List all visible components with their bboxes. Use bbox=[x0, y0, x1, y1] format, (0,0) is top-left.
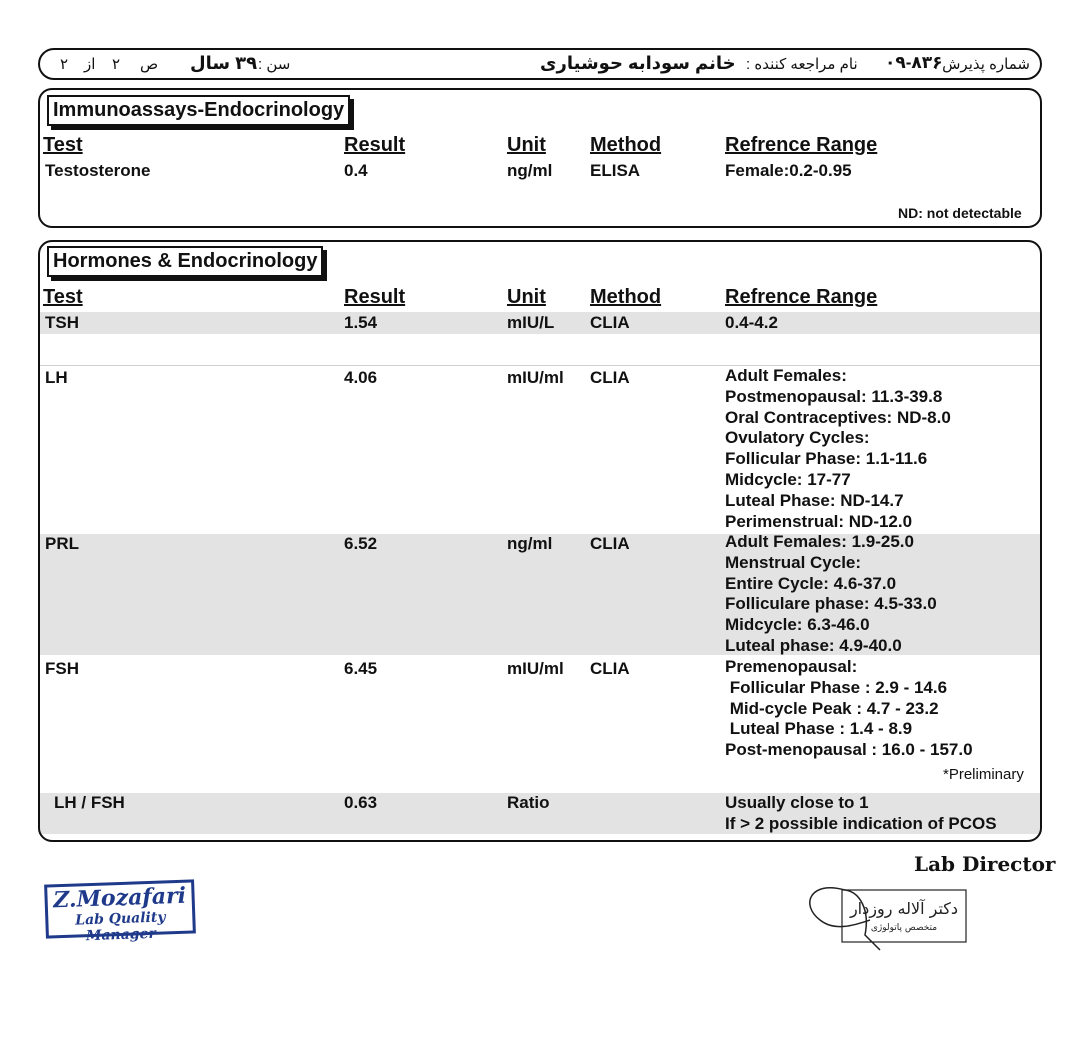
tsh-unit: mIU/L bbox=[507, 313, 555, 332]
lh-method: CLIA bbox=[590, 368, 630, 387]
fsh-unit: mIU/ml bbox=[507, 659, 564, 678]
prl-method: CLIA bbox=[590, 534, 630, 553]
page-total: ۲ bbox=[60, 56, 69, 73]
age-value: ۳۹ سال bbox=[190, 53, 258, 73]
ratio-unit: Ratio bbox=[507, 793, 550, 812]
col-test-header: Test bbox=[43, 286, 83, 308]
lh-result: 4.06 bbox=[344, 368, 378, 387]
signature-doctor-name: دکتر آلاله روزدار bbox=[849, 899, 959, 918]
stamp-name: Z.Mozafari bbox=[52, 882, 187, 914]
col-method-header: Method bbox=[590, 134, 662, 156]
tsh-result: 1.54 bbox=[344, 313, 378, 332]
stamp-title: Lab Quality Manager bbox=[74, 909, 166, 945]
prl-unit: ng/ml bbox=[507, 534, 553, 553]
preliminary-note: *Preliminary bbox=[943, 766, 1024, 783]
col-method-header: Method bbox=[590, 286, 662, 308]
col-range-header: Refrence Range bbox=[725, 134, 878, 156]
reception-label: شماره پذیرش : bbox=[933, 56, 1030, 73]
lab-director-label: Lab Director bbox=[914, 852, 1056, 876]
testosterone-result: 0.4 bbox=[344, 161, 368, 180]
director-signature bbox=[800, 880, 975, 955]
testosterone-test: Testosterone bbox=[45, 161, 151, 180]
ratio-result: 0.63 bbox=[344, 793, 378, 812]
quality-manager-stamp bbox=[44, 879, 196, 945]
col-test-header: Test bbox=[43, 134, 83, 156]
lh-range: Adult Females: Postmenopausal: 11.3-39.8 Oral Contraceptives: ND-8.0 Ovulatory Cycles: Follicular Phase: 1.1-11.6 Midcycle: 17-77 Luteal Phase: ND-14.7 Perimenstrual: ND-12.0 bbox=[725, 366, 951, 531]
hormones-title: Hormones & Endocrinology bbox=[47, 246, 323, 277]
testosterone-unit: ng/ml bbox=[507, 161, 553, 180]
prl-test: PRL bbox=[45, 534, 79, 553]
signature-specialty: متخصص پاتولوژی bbox=[870, 923, 938, 933]
immunoassays-title: Immunoassays-Endocrinology bbox=[47, 95, 350, 126]
lh-test: LH bbox=[45, 368, 68, 387]
col-unit-header: Unit bbox=[507, 286, 546, 308]
reception-number: ۰۹-۸۳۶ bbox=[885, 53, 943, 72]
patient-label: نام مراجعه کننده : bbox=[746, 56, 858, 73]
prl-range: Adult Females: 1.9-25.0 Menstrual Cycle: Entire Cycle: 4.6-37.0 Folliculare phase: 4.5-33.0 Midcycle: 6.3-46.0 Luteal phase: 4.9-40.0 bbox=[725, 532, 937, 655]
col-unit-header: Unit bbox=[507, 134, 546, 156]
tsh-test: TSH bbox=[45, 313, 79, 332]
nd-note: ND: not detectable bbox=[898, 205, 1022, 221]
lh-unit: mIU/ml bbox=[507, 368, 564, 387]
page-label: ص bbox=[140, 56, 159, 73]
page-current: ۲ bbox=[112, 56, 121, 73]
report-header bbox=[38, 48, 1042, 80]
prl-result: 6.52 bbox=[344, 534, 378, 553]
ratio-range-line2: If > 2 possible indication of PCOS bbox=[725, 814, 997, 833]
patient-name: خانم سودابه حوشیاری bbox=[540, 53, 736, 73]
fsh-result: 6.45 bbox=[344, 659, 378, 678]
fsh-method: CLIA bbox=[590, 659, 630, 678]
testosterone-method: ELISA bbox=[590, 161, 641, 180]
ratio-range-line1: Usually close to 1 bbox=[725, 793, 869, 812]
tsh-method: CLIA bbox=[590, 313, 630, 332]
col-result-header: Result bbox=[344, 286, 406, 308]
tsh-range: 0.4-4.2 bbox=[725, 313, 778, 332]
col-result-header: Result bbox=[344, 134, 406, 156]
fsh-range: Premenopausal: Follicular Phase : 2.9 - 14.6 Mid-cycle Peak : 4.7 - 23.2 Luteal Phase : 1.4 - 8.9 Post-menopausal : 16.0 - 157.0 bbox=[725, 657, 973, 760]
ratio-test: LH / FSH bbox=[54, 793, 125, 812]
col-range-header: Refrence Range bbox=[725, 286, 878, 308]
testosterone-range: Female:0.2-0.95 bbox=[725, 161, 852, 180]
fsh-test: FSH bbox=[45, 659, 79, 678]
page-of: از bbox=[84, 56, 96, 73]
age-label: سن : bbox=[258, 56, 291, 73]
